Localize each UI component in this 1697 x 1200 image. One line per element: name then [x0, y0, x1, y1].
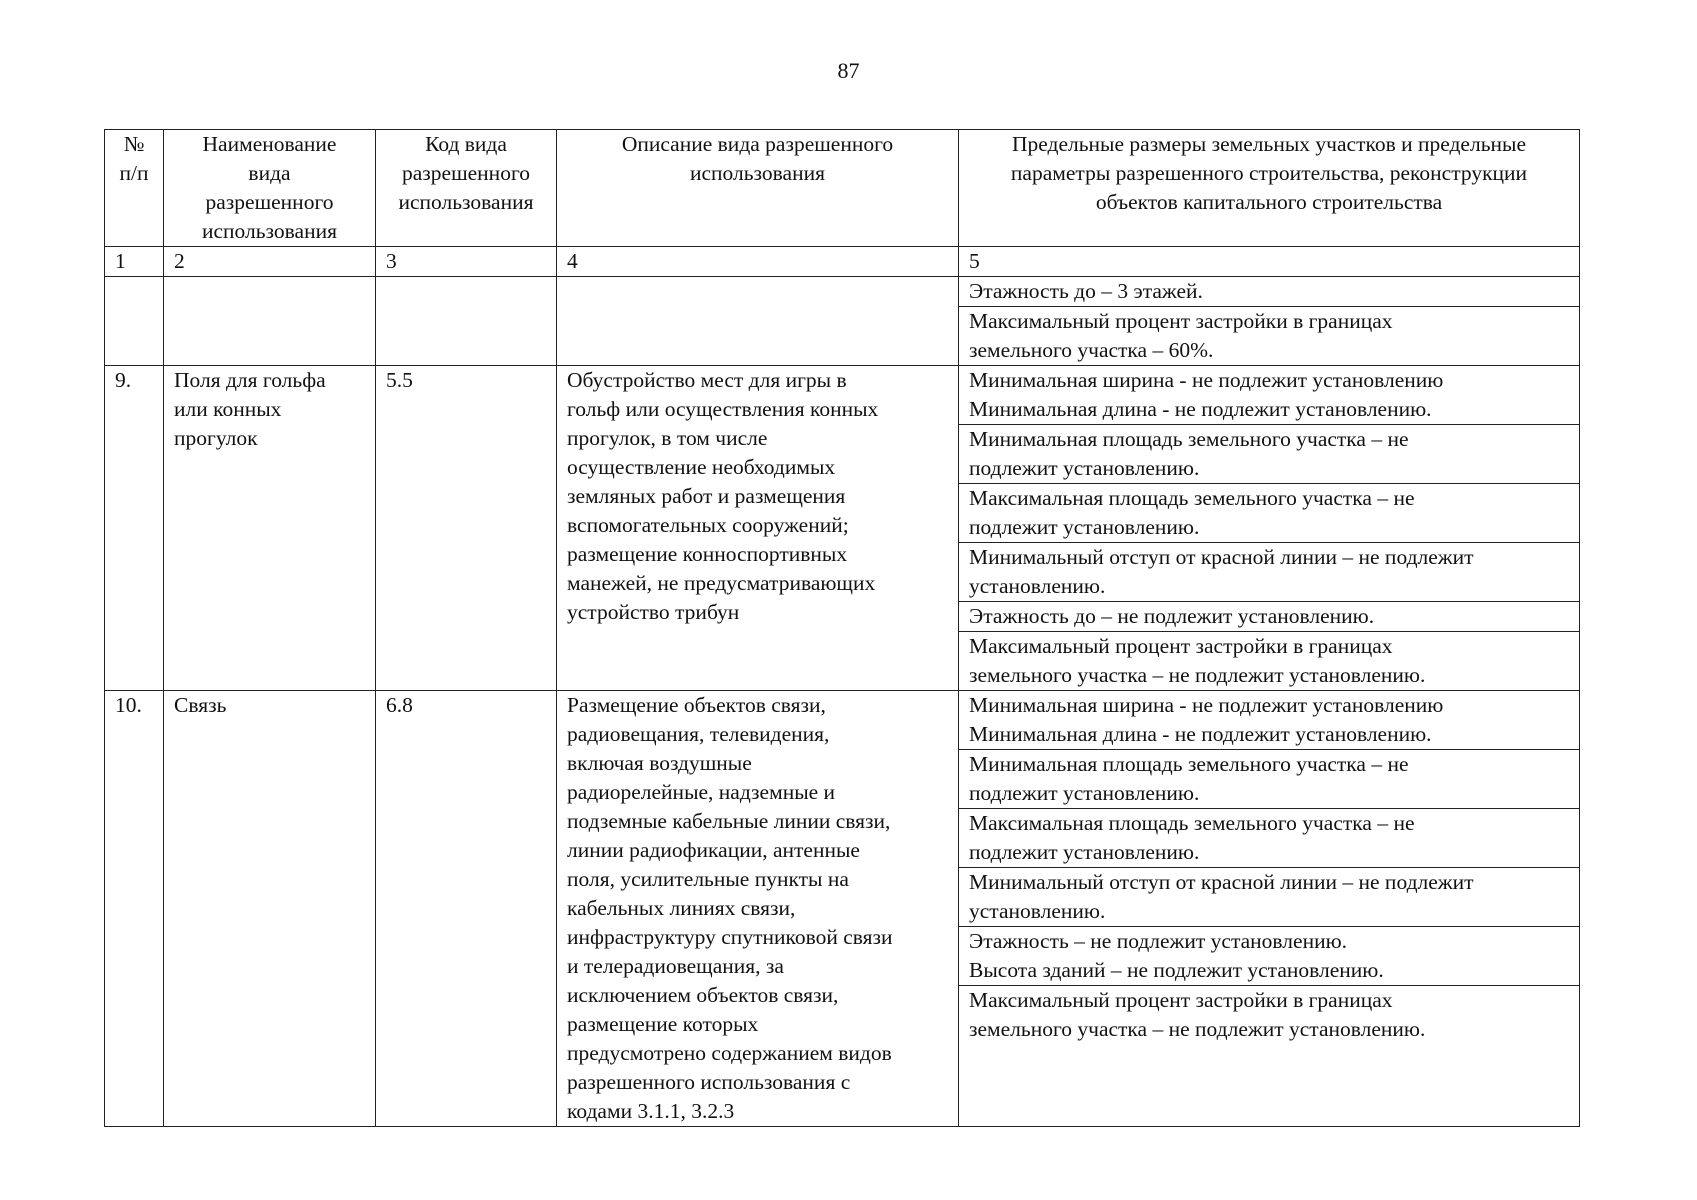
num-cell — [105, 277, 164, 366]
name-cell: Поля для гольфа или конных прогулок — [164, 366, 376, 691]
param-item: Максимальная площадь земельного участка – не подлежит установлению. — [959, 809, 1579, 868]
param-item: Минимальная ширина - не подлежит установлению Минимальная длина - не подлежит установлению. — [959, 366, 1579, 425]
params-cell — [959, 691, 1580, 1127]
column-number: 4 — [557, 247, 959, 277]
column-number: 2 — [164, 247, 376, 277]
table-header-row — [105, 130, 1580, 247]
param-item: Минимальный отступ от красной линии – не подлежит установлению. — [959, 543, 1579, 602]
param-item: Этажность до – не подлежит установлению. — [959, 602, 1579, 632]
name-cell — [164, 277, 376, 366]
param-item: Этажность – не подлежит установлению. Высота зданий – не подлежит установлению. — [959, 927, 1579, 986]
page-number: 87 — [837, 58, 860, 83]
description-cell: Размещение объектов связи, радиовещания, телевидения, включая воздушные радиорелейные, надземные и подземные кабельные линии связи, линии радиофикации, антенные поля, усилительные пункты на кабельных линиях связи, инфраструктуру спутниковой связи и телерадиовещания, за исключением объектов связи, размещение которых предусмотрено содержанием видов разрешенного использования с кодами 3.1.1, 3.2.3 — [557, 691, 959, 1127]
params-cell — [959, 366, 1580, 691]
description-cell: Обустройство мест для игры в гольф или осуществления конных прогулок, в том числе осуществление необходимых земляных работ и размещения вспомогательных сооружений; размещение конноспортивных манежей, не предусматривающих устройство трибун — [557, 366, 959, 691]
code-cell — [376, 277, 557, 366]
column-number: 5 — [959, 247, 1580, 277]
table-row-continuation — [105, 277, 1580, 366]
param-item: Минимальная площадь земельного участка – не подлежит установлению. — [959, 750, 1579, 809]
num-cell: 9. — [105, 366, 164, 691]
param-item: Максимальный процент застройки в границах земельного участка – 60%. — [969, 309, 1393, 362]
param-item: Минимальная ширина - не подлежит установлению Минимальная длина - не подлежит установлению. — [959, 691, 1579, 750]
column-number: 3 — [376, 247, 557, 277]
table-row — [105, 691, 1580, 1127]
description-cell — [557, 277, 959, 366]
params-cell — [959, 277, 1580, 366]
header-name: Наименование вида разрешенного использования — [164, 130, 376, 247]
header-num: № п/п — [105, 130, 164, 247]
header-code: Код вида разрешенного использования — [376, 130, 557, 247]
column-number-row — [105, 247, 1580, 277]
num-cell: 10. — [105, 691, 164, 1127]
name-cell: Связь — [164, 691, 376, 1127]
table-row — [105, 366, 1580, 691]
param-item: Минимальная площадь земельного участка – не подлежит установлению. — [959, 425, 1579, 484]
param-item: Этажность до – 3 этажей. — [959, 277, 1579, 307]
land-use-table — [104, 129, 1580, 1127]
code-cell: 6.8 — [376, 691, 557, 1127]
param-item: Максимальный процент застройки в границах земельного участка – не подлежит установлению. — [969, 988, 1426, 1041]
column-number: 1 — [105, 247, 164, 277]
header-description: Описание вида разрешенного использования — [557, 130, 959, 247]
code-cell: 5.5 — [376, 366, 557, 691]
param-item: Максимальная площадь земельного участка – не подлежит установлению. — [959, 484, 1579, 543]
param-item: Минимальный отступ от красной линии – не подлежит установлению. — [959, 868, 1579, 927]
param-item: Максимальный процент застройки в границах земельного участка – не подлежит установлению. — [969, 634, 1426, 687]
header-params: Предельные размеры земельных участков и предельные параметры разрешенного строительства, реконструкции объектов капитального строительства — [959, 130, 1580, 247]
